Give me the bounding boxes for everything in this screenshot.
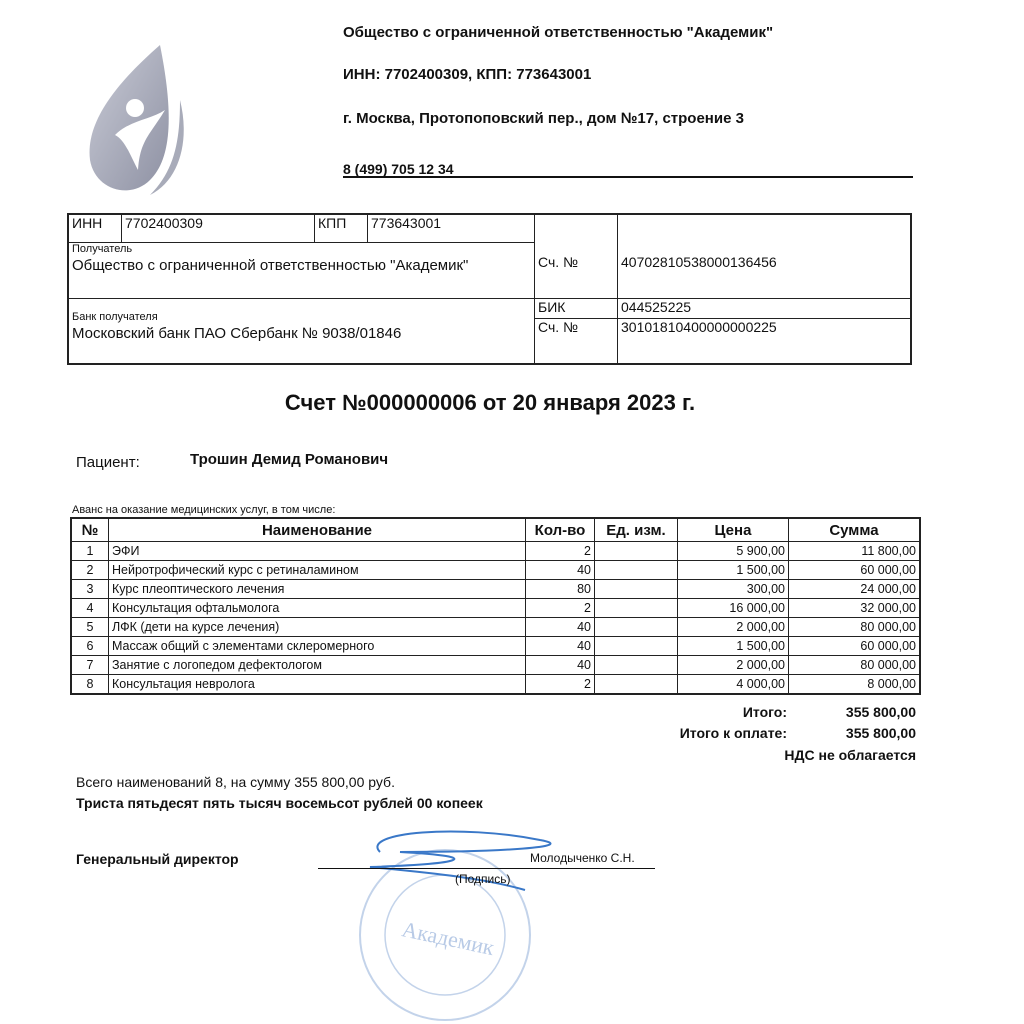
row-sum: 24 000,00 (789, 580, 921, 599)
row-sum: 60 000,00 (789, 637, 921, 656)
table-row (71, 618, 920, 637)
bik-value: 044525225 (618, 298, 912, 318)
row-qty: 2 (526, 542, 595, 561)
company-logo-icon (80, 40, 190, 205)
amount-in-words: Триста пятьдесят пять тысяч восемьсот рублей 00 копеек (76, 795, 483, 811)
table-row (71, 542, 920, 561)
director-role: Генеральный директор (76, 851, 239, 867)
row-sum: 32 000,00 (789, 599, 921, 618)
row-qty: 40 (526, 656, 595, 675)
table-row (71, 637, 920, 656)
col-price: Цена (678, 518, 789, 542)
kpp-value: 773643001 (368, 214, 535, 242)
inn-value: 7702400309 (122, 214, 315, 242)
row-price: 2 000,00 (678, 618, 789, 637)
row-number: 1 (71, 542, 109, 561)
header-divider (343, 176, 913, 178)
table-row (71, 561, 920, 580)
table-row (71, 656, 920, 675)
svg-text:Академик: Академик (399, 916, 497, 961)
row-number: 4 (71, 599, 109, 618)
row-name: Консультация невролога (109, 675, 526, 695)
company-name: Общество с ограниченной ответственностью "Академик" (343, 24, 774, 41)
table-row (71, 675, 920, 695)
row-number: 6 (71, 637, 109, 656)
bank-details-table (67, 213, 912, 365)
row-price: 300,00 (678, 580, 789, 599)
corr-value: 30101810400000000225 (618, 318, 912, 364)
row-number: 2 (71, 561, 109, 580)
row-qty: 80 (526, 580, 595, 599)
recipient-label: Получатель (72, 242, 133, 255)
row-qty: 40 (526, 637, 595, 656)
row-number: 8 (71, 675, 109, 695)
row-qty: 40 (526, 618, 595, 637)
row-name: ЛФК (дети на курсе лечения) (109, 618, 526, 637)
company-address: г. Москва, Протопоповский пер., дом №17, строение 3 (343, 110, 744, 127)
row-unit (595, 637, 678, 656)
col-qty: Кол-во (526, 518, 595, 542)
account-value: 40702810538000136456 (618, 214, 912, 298)
kpp-label: КПП (315, 214, 368, 242)
director-name: Молодыченко С.Н. (530, 851, 635, 865)
row-sum: 8 000,00 (789, 675, 921, 695)
bank-label: Банк получателя (72, 310, 158, 323)
row-unit (595, 580, 678, 599)
bik-label: БИК (535, 298, 618, 318)
total-label: Итого: (742, 704, 787, 720)
row-number: 5 (71, 618, 109, 637)
row-name: Курс плеоптического лечения (109, 580, 526, 599)
row-name: Занятие с логопедом дефектологом (109, 656, 526, 675)
row-number: 3 (71, 580, 109, 599)
pay-label: Итого к оплате: (679, 725, 787, 741)
row-price: 2 000,00 (678, 656, 789, 675)
row-unit (595, 542, 678, 561)
row-unit (595, 561, 678, 580)
row-price: 16 000,00 (678, 599, 789, 618)
row-sum: 11 800,00 (789, 542, 921, 561)
row-unit (595, 675, 678, 695)
row-unit (595, 599, 678, 618)
recipient-value: Общество с ограниченной ответственностью "Академик" (72, 256, 469, 274)
company-inn-kpp: ИНН: 7702400309, КПП: 773643001 (343, 66, 592, 83)
patient-name: Трошин Демид Романович (190, 451, 389, 468)
vat-note: НДС не облагается (784, 747, 916, 763)
items-note: Аванс на оказание медицинских услуг, в том числе: (72, 504, 336, 516)
row-price: 4 000,00 (678, 675, 789, 695)
row-price: 1 500,00 (678, 561, 789, 580)
summary-text: Всего наименований 8, на сумму 355 800,00 руб. (76, 774, 395, 790)
signature-line (318, 868, 655, 869)
row-qty: 2 (526, 675, 595, 695)
bank-value: Московский банк ПАО Сбербанк № 9038/01846 (72, 324, 402, 342)
col-name: Наименование (109, 518, 526, 542)
pay-value: 355 800,00 (845, 725, 916, 741)
col-unit: Ед. изм. (595, 518, 678, 542)
col-number: № (71, 518, 109, 542)
row-qty: 2 (526, 599, 595, 618)
col-sum: Сумма (789, 518, 921, 542)
company-phone: 8 (499) 705 12 34 (343, 161, 454, 177)
total-value: 355 800,00 (845, 704, 916, 720)
row-sum: 60 000,00 (789, 561, 921, 580)
row-number: 7 (71, 656, 109, 675)
row-price: 1 500,00 (678, 637, 789, 656)
row-name: Массаж общий с элементами склеромерного (109, 637, 526, 656)
account-label: Сч. № (535, 214, 618, 298)
row-qty: 40 (526, 561, 595, 580)
row-sum: 80 000,00 (789, 618, 921, 637)
patient-label: Пациент: (76, 454, 140, 471)
items-table (70, 517, 921, 695)
row-name: Нейротрофический курс с ретиналамином (109, 561, 526, 580)
inn-label: ИНН (68, 214, 122, 242)
signature-caption: (Подпись) (455, 872, 511, 886)
table-row (71, 599, 920, 618)
row-name: Консультация офтальмолога (109, 599, 526, 618)
table-row (71, 580, 920, 599)
row-price: 5 900,00 (678, 542, 789, 561)
row-sum: 80 000,00 (789, 656, 921, 675)
row-name: ЭФИ (109, 542, 526, 561)
invoice-title: Счет №000000006 от 20 января 2023 г. (284, 390, 696, 415)
row-unit (595, 656, 678, 675)
row-unit (595, 618, 678, 637)
corr-label: Сч. № (535, 318, 618, 364)
